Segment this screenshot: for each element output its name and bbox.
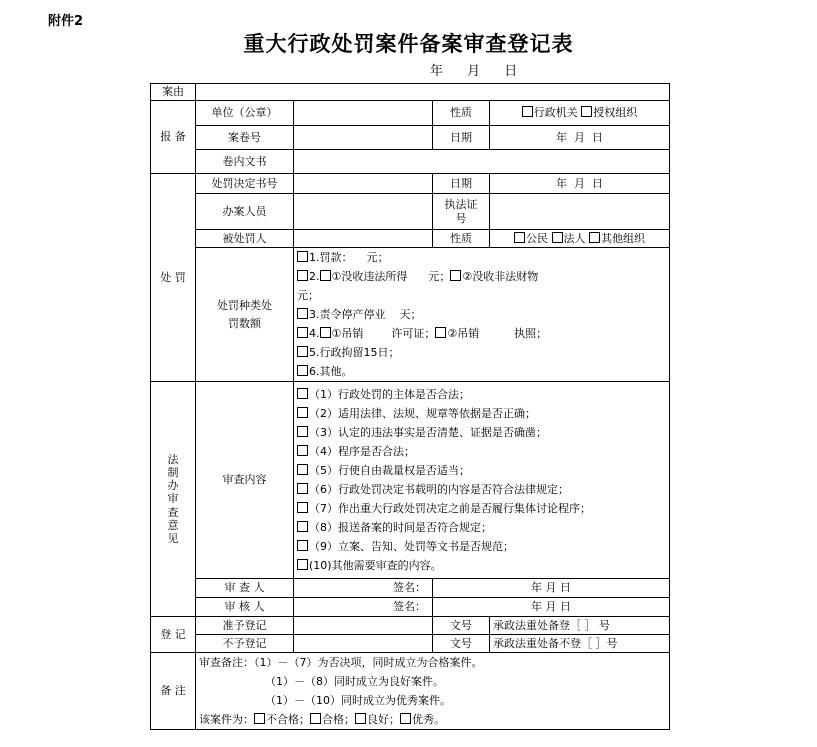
- review-items-list: [294, 382, 670, 579]
- docs-row: [151, 150, 670, 174]
- review-item-checkbox[interactable]: [297, 521, 308, 532]
- other-org-checkbox[interactable]: [589, 232, 600, 243]
- remarks-row: [151, 653, 670, 730]
- register-section-label: 登 记: [151, 617, 196, 653]
- confiscate-property-label: ②没收非法财物: [462, 270, 539, 283]
- review-item: [297, 537, 666, 556]
- remarks-verdict: [199, 710, 666, 729]
- confiscate-property-checkbox[interactable]: [450, 270, 461, 281]
- review-item: [297, 461, 666, 480]
- revoke-license-checkbox[interactable]: [435, 327, 446, 338]
- case-no-label: 案卷号: [196, 126, 294, 150]
- approve-label: 准予登记: [196, 617, 294, 635]
- penalty-types-list: [294, 248, 670, 382]
- admin-organ-checkbox[interactable]: [522, 106, 533, 117]
- revoke-checkbox[interactable]: [297, 327, 308, 338]
- penalty-type-suspend: [297, 305, 666, 324]
- review-content-label: 审查内容: [196, 382, 294, 579]
- reject-row: [151, 635, 670, 653]
- reject-field[interactable]: [294, 635, 433, 653]
- decision-no-row: [151, 174, 670, 194]
- report-date-value[interactable]: 年 月 日: [490, 126, 670, 150]
- revoke-number: 4.: [309, 327, 320, 340]
- penalty-date-value[interactable]: 年 月 日: [490, 174, 670, 194]
- penalty-type-confiscate-cont: 元；: [297, 289, 319, 302]
- case-reason-row: [151, 84, 670, 101]
- penalty-type-detention: [297, 343, 666, 362]
- case-reason-field[interactable]: [196, 84, 670, 101]
- case-reason-label: 案由: [151, 84, 196, 101]
- license-label: 执法证号: [433, 194, 490, 230]
- staff-label: 办案人员: [196, 194, 294, 230]
- unqualified-option: 不合格；: [266, 713, 310, 726]
- review-item-text: （2）适用法律、法规、规章等依据是否正确；: [309, 407, 536, 420]
- unit-label: 单位（公章）: [196, 101, 294, 126]
- review-item-checkbox[interactable]: [297, 445, 308, 456]
- review-item: [297, 518, 666, 537]
- attachment-label: 附件2: [48, 14, 84, 29]
- review-item-text: （8）报送备案的时间是否符合规定；: [309, 521, 492, 534]
- penalty-type-other: [297, 362, 666, 381]
- review-item-checkbox[interactable]: [297, 559, 308, 570]
- suspend-checkbox[interactable]: [297, 308, 308, 319]
- detention-label: 5.行政拘留15日；: [309, 346, 400, 359]
- revoke-permit-label: ①吊销 许可证；: [331, 327, 436, 340]
- penalty-type-fine: [297, 248, 666, 267]
- registration-form-table: [150, 83, 670, 730]
- review-item-checkbox[interactable]: [297, 540, 308, 551]
- review-item-checkbox[interactable]: [297, 388, 308, 399]
- other-org-option: 其他组织: [601, 231, 646, 245]
- review-item-checkbox[interactable]: [297, 502, 308, 513]
- party-nature-options: [490, 230, 670, 248]
- good-checkbox[interactable]: [355, 713, 366, 724]
- legal-person-option: 法人: [563, 231, 586, 245]
- verdict-label: 该案件为：: [199, 713, 254, 726]
- report-nature-options: [490, 101, 670, 126]
- fine-checkbox[interactable]: [297, 251, 308, 262]
- review-section-label: 法制办审查意见: [151, 382, 196, 617]
- report-date-label: 日期: [433, 126, 490, 150]
- other-penalty-label: 6.其他。: [309, 365, 353, 378]
- report-section-label: 报 备: [151, 101, 196, 174]
- review-content-row: [151, 382, 670, 579]
- remarks-section-label: 备 注: [151, 653, 196, 730]
- qualified-option: 合格；: [322, 713, 355, 726]
- decision-no-label: 处罚决定书号: [196, 174, 294, 194]
- form-title: 重大行政处罚案件备案审查登记表: [243, 32, 574, 56]
- checker-sign-date[interactable]: 年 月 日: [433, 598, 670, 617]
- citizen-option: 公民: [526, 231, 549, 245]
- review-item: [297, 480, 666, 499]
- review-item: [297, 556, 666, 575]
- reject-doc-no[interactable]: 承政法重处备不登［ ］号: [490, 635, 670, 653]
- remarks-line-2: （1）－（8）同时成立为良好案件。: [265, 675, 444, 688]
- review-item-checkbox[interactable]: [297, 464, 308, 475]
- authorized-org-option: 授权组织: [593, 106, 638, 120]
- reviewer-row: [151, 579, 670, 598]
- unit-field[interactable]: [294, 101, 433, 126]
- penalty-section-label: 处 罚: [151, 174, 196, 382]
- penalty-type-revoke: [297, 324, 666, 343]
- report-nature-label: 性质: [433, 101, 490, 126]
- reject-label: 不予登记: [196, 635, 294, 653]
- review-item-checkbox[interactable]: [297, 407, 308, 418]
- approve-doc-no[interactable]: 承政法重处备登［ ］ 号: [490, 617, 670, 635]
- review-item-text: (10)其他需要审查的内容。: [309, 559, 442, 572]
- unqualified-checkbox[interactable]: [254, 713, 265, 724]
- review-item: [297, 499, 666, 518]
- approve-row: [151, 617, 670, 635]
- review-item-checkbox[interactable]: [297, 483, 308, 494]
- review-item-text: （7）作出重大行政处罚决定之前是否履行集体讨论程序；: [309, 502, 591, 515]
- staff-row: [151, 194, 670, 230]
- punished-field[interactable]: [294, 230, 433, 248]
- approve-field[interactable]: [294, 617, 433, 635]
- license-field[interactable]: [490, 194, 670, 230]
- confiscate-income-checkbox[interactable]: [320, 270, 331, 281]
- review-item: [297, 442, 666, 461]
- suspend-label: 3.责令停产停业 天；: [309, 308, 422, 321]
- citizen-checkbox[interactable]: [514, 232, 525, 243]
- revoke-license-label: ②吊销 执照；: [447, 327, 548, 340]
- party-nature-label: 性质: [433, 230, 490, 248]
- report-unit-row: [151, 101, 670, 126]
- checker-label: 审 核 人: [196, 598, 294, 617]
- revoke-permit-checkbox[interactable]: [320, 327, 331, 338]
- penalty-types-label: 处罚种类处罚数额: [196, 248, 294, 382]
- review-item-text: （4）程序是否合法；: [309, 445, 415, 458]
- form-date-line: 年 月 日: [430, 64, 518, 79]
- penalty-type-confiscate: [297, 267, 666, 286]
- admin-organ-option: 行政机关: [533, 106, 578, 120]
- remarks-line-1: 审查备注：（1）－（7）为否决项，同时成立为合格案件。: [199, 656, 483, 669]
- review-item-text: （3）认定的违法事实是否清楚、证据是否确凿；: [309, 426, 547, 439]
- legal-person-checkbox[interactable]: [552, 232, 563, 243]
- review-item-text: （9）立案、告知、处罚等文书是否规范；: [309, 540, 514, 553]
- docs-field[interactable]: [294, 150, 670, 174]
- review-item-text: （5）行使自由裁量权是否适当；: [309, 464, 470, 477]
- qualified-checkbox[interactable]: [310, 713, 321, 724]
- review-item-text: （6）行政处罚决定书载明的内容是否符合法律规定；: [309, 483, 569, 496]
- docs-label: 卷内文书: [196, 150, 294, 174]
- reviewer-sign-label: 签名：: [294, 579, 433, 598]
- staff-field[interactable]: [294, 194, 433, 230]
- other-penalty-checkbox[interactable]: [297, 365, 308, 376]
- confiscate-checkbox[interactable]: [297, 270, 308, 281]
- approve-doc-no-label: 文号: [433, 617, 490, 635]
- fine-label: 1.罚款： 元；: [309, 251, 389, 264]
- checker-row: [151, 598, 670, 617]
- case-no-row: [151, 126, 670, 150]
- confiscate-income-label: ①没收违法所得 元；: [331, 270, 451, 283]
- detention-checkbox[interactable]: [297, 346, 308, 357]
- review-item-text: （1）行政处罚的主体是否合法；: [309, 388, 470, 401]
- case-no-field[interactable]: [294, 126, 433, 150]
- reviewer-label: 审 查 人: [196, 579, 294, 598]
- excellent-checkbox[interactable]: [400, 713, 411, 724]
- remarks-content: [196, 653, 670, 730]
- decision-no-field[interactable]: [294, 174, 433, 194]
- checker-sign-label: 签名：: [294, 598, 433, 617]
- review-item-checkbox[interactable]: [297, 426, 308, 437]
- good-option: 良好；: [367, 713, 400, 726]
- excellent-option: 优秀。: [412, 713, 445, 726]
- authorized-org-checkbox[interactable]: [581, 106, 592, 117]
- confiscate-number: 2.: [309, 270, 320, 283]
- reviewer-sign-date[interactable]: 年 月 日: [433, 579, 670, 598]
- punished-label: 被处罚人: [196, 230, 294, 248]
- reject-doc-no-label: 文号: [433, 635, 490, 653]
- penalty-types-row: [151, 248, 670, 382]
- review-item: [297, 385, 666, 404]
- review-item: [297, 404, 666, 423]
- punished-row: [151, 230, 670, 248]
- review-item: [297, 423, 666, 442]
- penalty-date-label: 日期: [433, 174, 490, 194]
- remarks-line-3: （1）－（10）同时成立为优秀案件。: [265, 694, 451, 707]
